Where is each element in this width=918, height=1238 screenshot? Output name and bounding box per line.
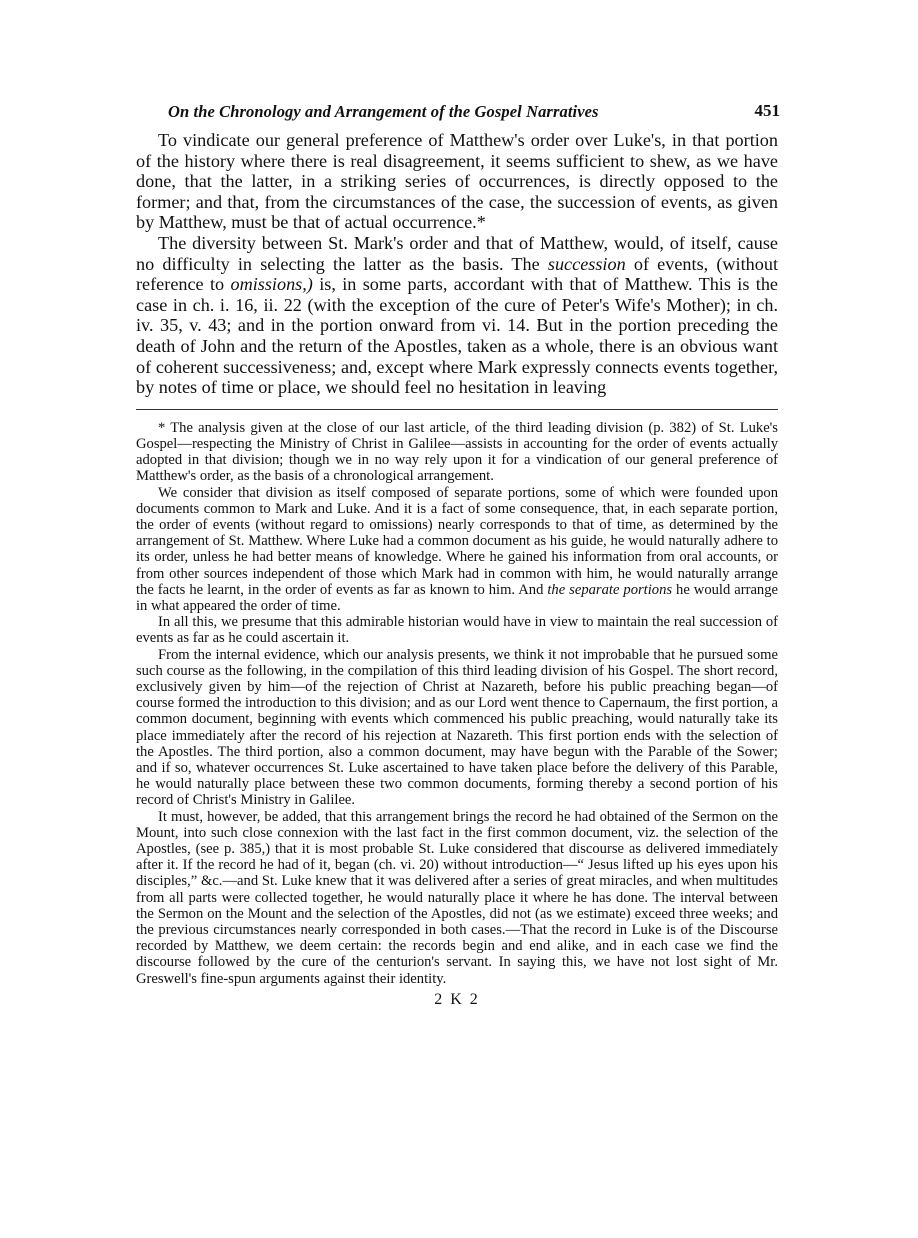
italic-text: succession — [547, 253, 626, 274]
footnotes — [136, 420, 778, 987]
text-run: We consider that division as itself composed of separate portions, some of which were founded upon documents common to Mark and Luke. And it is a fact of some consequence, that, in each separate portion, the order of events (without regard to omissions) nearly corresponds to that of time, as determined by the arrangement of St. Matthew. Where Luke had a common document as his guide, he would naturally adhere to its order, unless he had better means of knowledge. Where he gained his information from oral accounts, or from other sources independent of those which Mark had in common with him, he would naturally arrange the facts he learnt, in the order of events as far as known to him. And — [136, 484, 778, 598]
signature-mark: 2 K 2 — [434, 990, 480, 1008]
body-paragraph: To vindicate our general preference of Matthew's order over Luke's, in that portion of the history where there is real disagreement, it seems sufficient to shew, as we have done, that the latter, in a striking series of occurrences, is directly opposed to the former; and that, from the circumstances of the case, the succession of events, as given by Matthew, must be that of actual occurrence.* — [136, 130, 778, 233]
text-run: is, in some parts, accordant with that of Matthew. This is the case in ch. i. 16, ii. 22 (with the exception of the cure of Peter's Wife's Mother); in ch. iv. 35, v. 43; and in the portion onward from vi. 14. But in the portion preceding the death of John and the return of the Apostles, taken as a whole, there is an obvious want of coherent successiveness; and, except where Mark expressly connects events together, by notes of time or place, we should feel no hesitation in leaving — [136, 274, 778, 398]
page-number: 451 — [754, 101, 780, 120]
footnote-paragraph: * The analysis given at the close of our last article, of the third leading division (p. 382) of St. Luke's Gospel—respecting the Ministry of Christ in Galilee—assists in accounting for the order of events actually adopted in that division; though we in no way rely upon it for a vindication of our general preference of Matthew's order, as the basis of a chronological arrangement. — [136, 419, 778, 485]
text-run: The diversity between St. Mark's order and that of Matthew, would, of itself, cause no difficulty in selecting the latter as the basis. The — [136, 232, 778, 274]
document-page — [136, 98, 778, 1009]
italic-text: omissions,) — [230, 274, 313, 295]
footnote-divider — [136, 409, 778, 410]
main-text — [136, 130, 778, 398]
running-title: On the Chronology and Arrangement of the Gospel Narratives — [168, 102, 599, 121]
running-head — [136, 98, 778, 124]
body-paragraph — [136, 233, 778, 398]
text-run: he would arrange in what appeared the order of time. — [136, 581, 779, 614]
footnote-paragraph: It must, however, be added, that this arrangement brings the record he had obtained of the Sermon on the Mount, into such close connexion with the last fact in the first common document, viz. the selection of the Apostles, (see p. 385,) that it is most probable St. Luke considered that discourse as delivered immediately after it. If the record he had of it, began (ch. vi. 20) without introduction—“ Jesus lifted up his eyes upon his disciples,” &c.—and St. Luke knew that it was delivered after a series of great miracles, and when multitudes from all parts were collected together, he would naturally place it where he has done. The interval between the Sermon on the Mount and the selection of the Apostles, did not (as we estimate) exceed three weeks; and the previous circumstances nearly corresponded in both cases.—That the record in Luke is of the Discourse recorded by Matthew, we deem certain: the records begin and end alike, and in each case we find the discourse followed by the cure of the centurion's servant. In saying this, we have not lost sight of Mr. Greswell's fine-spun arguments against their identity. — [136, 808, 778, 987]
footnote-paragraph: In all this, we presume that this admirable historian would have in view to maintain the real succession of events as far as he could ascertain it. — [136, 614, 778, 647]
text-run: of events, (without reference to — [136, 253, 778, 295]
footnote-paragraph — [136, 485, 778, 615]
footnote-paragraph: From the internal evidence, which our analysis presents, we think it not improbable that he pursued some such course as the following, in the compilation of this third leading division of his Gospel. The short record, exclusively given by him—of the rejection of Christ at Nazareth, before his public preaching began—of course formed the introduction to this division; and as our Lord went thence to Capernaum, the first portion, a common document, beginning with events which commenced his public preaching, would naturally take its place immediately after the record of his rejection at Nazareth. This first portion ends with the selection of the Apostles. The third portion, also a common document, may have begun with the Parable of the Sower; and if so, whatever occurrences St. Luke ascertained to have taken place before the delivery of this Parable, he would naturally place between these two common documents, forming thereby a second portion of his record of Christ's Ministry in Galilee. — [136, 646, 778, 809]
italic-text: the separate portions — [547, 581, 673, 598]
